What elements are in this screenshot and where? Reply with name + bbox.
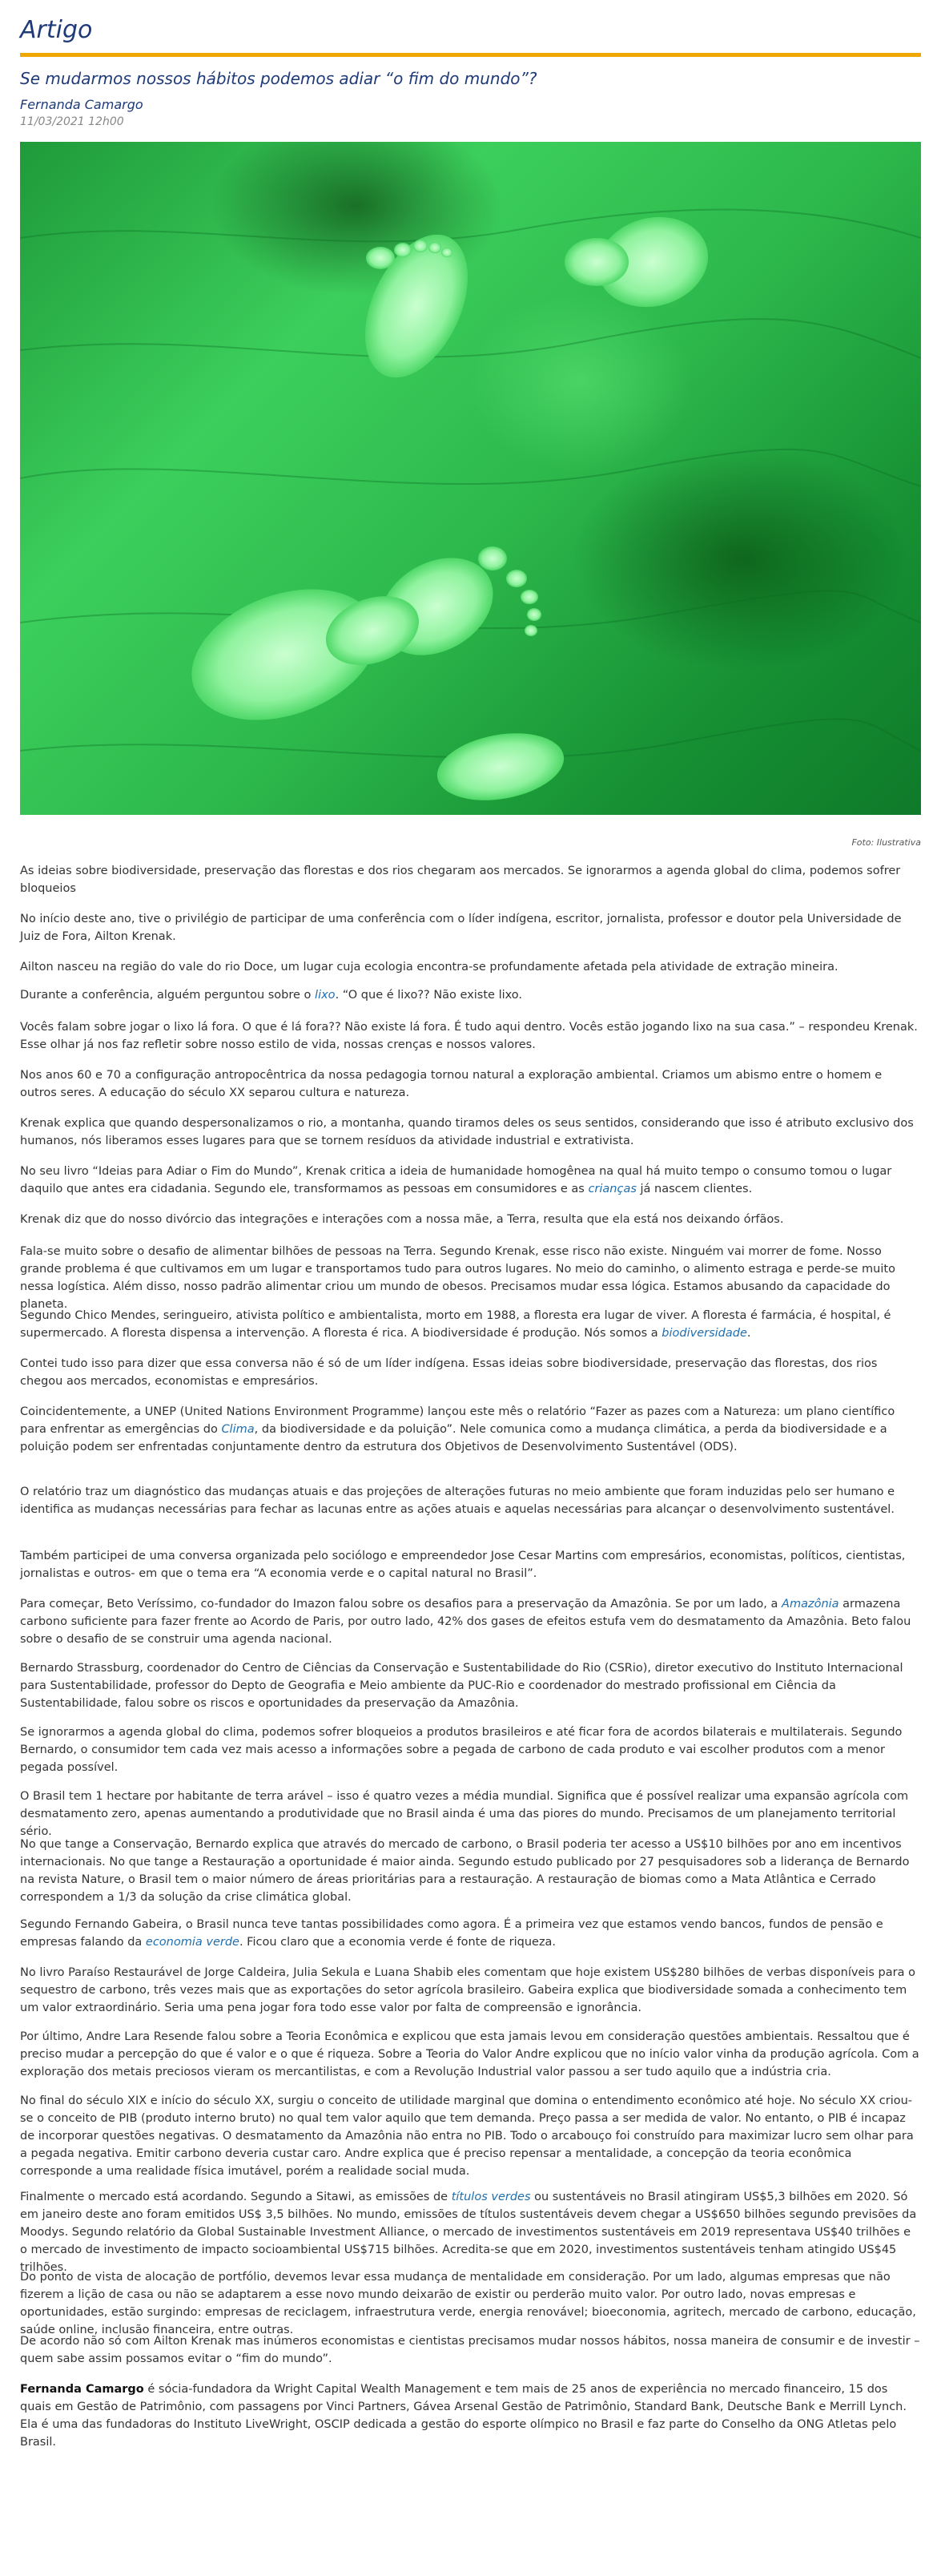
paragraph-text: De acordo não só com Ailton Krenak mas inúmeros economistas e cientistas precisamos mudar nossos hábitos, nossa maneira de consumir e de investir – quem sabe assim possamos evitar o “fim do mundo”. [20, 2335, 920, 2365]
paragraph-text: Nos anos 60 e 70 a configuração antropocêntrica da nossa pedagogia tornou natural a exploração ambiental. Criamos um abismo entre o homem e outros seres. A educação do século XX separou cultura e natureza. [20, 1069, 883, 1099]
paragraph-text: Bernardo Strassburg, coordenador do Centro de Ciências da Conservação e Sustentabilidade do Rio (CSRio), diretor executivo do Instituto Internacional para Sustentabilidade, professor do Depto de Geografia e Meio ambiente da PUC-Rio e coordenador do mestrado profissional em Ciência da Sustentabilidade, falou sobre os riscos e oportunidades da preservação da Amazônia. [20, 1662, 903, 1710]
inline-topic-link[interactable]: lixo [315, 989, 336, 1002]
article [20, 14, 921, 2449]
article-date: 11/03/2021 12h00 [20, 115, 124, 128]
article-paragraph [20, 2332, 921, 2368]
inline-topic-link[interactable]: títulos verdes [451, 2191, 531, 2203]
article-paragraph [20, 1723, 921, 1776]
paragraph-text: . “O que é lixo?? Não existe lixo. [335, 989, 522, 1002]
paragraph-text: Coincidentemente, a UNEP (United Nations Environment Programme) lançou este mês o relatório “Fazer as pazes com a Natureza: um plano científico para enfrentar as emergências do [20, 1405, 895, 1436]
article-paragraph [20, 1018, 921, 1054]
article-paragraph [20, 1788, 921, 1840]
article-paragraph [20, 1595, 921, 1648]
article-paragraph [20, 1163, 921, 1198]
paragraph-text: Vocês falam sobre jogar o lixo lá fora. O que é lá fora?? Não existe lá fora. É tudo aqui dentro. Vocês estão jogando lixo na sua casa.” – respondeu Krenak. Esse olhar já nos faz refletir sobre nosso estilo de vida, nossas crenças e nossos valores. [20, 1021, 918, 1051]
article-paragraph [20, 1916, 921, 1951]
paragraph-text: No final do século XIX e início do século XX, surgiu o conceito de utilidade marginal que domina o entendimento econômico até hoje. No século XX criou-se o conceito de PIB (produto interno bruto) no qual tem valor aquilo que tem demanda. Preço passa a ser medida de valor. No entanto, o PIB é incapaz de incorporar questões negativas. O desmatamento da Amazônia não entra no PIB. Todo o arcabouço foi construído para maximizar lucro sem olhar para a pegada negativa. Emitir carbono deveria custar caro. Andre explica que é preciso repensar a mentalidade, a concepção da teoria econômica corresponde a uma realidade física imutável, porém a realidade social muda. [20, 2094, 914, 2178]
article-paragraph [20, 986, 921, 1004]
article-paragraph [20, 862, 921, 897]
paragraph-text: Por último, Andre Lara Resende falou sobre a Teoria Econômica e explicou que esta jamais levou em consideração questões ambientais. Ressaltou que é preciso mudar a percepção do que é valor e o que é riqueza. Sobre a Teoria do Valor Andre explicou que no início valor vinha da produção agrícola. Com a exploração dos metais preciosos vieram os mercantilistas, e com a Revolução Industrial valor passou a ser tudo aquilo que a indústria cria. [20, 2030, 919, 2078]
article-paragraph [20, 1964, 921, 2017]
paragraph-text: Para começar, Beto Veríssimo, co-fundador do Imazon falou sobre os desafios para a preservação da Amazônia. Se por um lado, a [20, 1598, 782, 1611]
paragraph-text: Também participei de uma conversa organizada pelo sociólogo e empreendedor Jose Cesar Martins com empresários, economistas, políticos, cientistas, jornalistas e outros- em que o tema era “A economia verde e o capital natural no Brasil”. [20, 1550, 906, 1580]
paragraph-text: é sócia-fundadora da Wright Capital Wealth Management e tem mais de 25 anos de experiência no mercado financeiro, 15 dos quais em Gestão de Patrimônio, com passagens por Vinci Partners, Gávea Arsenal Gestão de Patrimônio, Standard Bank, Deutsche Bank e Merrill Lynch. Ela é uma das fundadoras do Instituto LiveWright, OSCIP dedicada a gestão do esporte olímpico no Brasil e faz parte do Conselho da ONG Atletas pelo Brasil. [20, 2383, 907, 2449]
paragraph-text: Segundo Fernando Gabeira, o Brasil nunca teve tantas possibilidades como agora. É a primeira vez que estamos vendo bancos, fundos de pensão e empresas falando da [20, 1918, 883, 1949]
article-paragraph [20, 1483, 921, 1518]
paragraph-text: Finalmente o mercado está acordando. Segundo a Sitawi, as emissões de [20, 2191, 452, 2203]
title-divider [20, 53, 921, 57]
paragraph-text: . Ficou claro que a economia verde é fonte de riqueza. [239, 1936, 557, 1949]
inline-topic-link[interactable]: Amazônia [782, 1598, 839, 1611]
inline-topic-link[interactable]: economia verde [145, 1936, 239, 1949]
paragraph-text: Se ignorarmos a agenda global do clima, podemos sofrer bloqueios a produtos brasileiros e até ficar fora de acordos bilaterais e multilaterais. Segundo Bernardo, o consumidor tem cada vez mais acesso a informações sobre a pegada de carbono de cada produto e vai escolher produtos com a menor pegada possível. [20, 1726, 903, 1774]
paragraph-text: Ailton nasceu na região do vale do rio Doce, um lugar cuja ecologia encontra-se profundamente afetada pela atividade de extração mineira. [20, 961, 838, 974]
footprint-icon [344, 219, 489, 394]
paragraph-text: Durante a conferência, alguém perguntou sobre o [20, 989, 316, 1002]
paragraph-text: Krenak explica que quando despersonalizamos o rio, a montanha, quando tiramos deles os seus sentidos, considerando que isso é atributo exclusivo dos humanos, nós liberamos esses lugares para que se tornem resíduos da atividade industrial e extrativista. [20, 1117, 914, 1147]
paragraph-text: . [746, 1327, 751, 1340]
article-paragraph [20, 1115, 921, 1150]
paragraph-text: Krenak diz que do nosso divórcio das integrações e interações com a nossa mãe, a Terra, resulta que ela está nos deixando órfãos. [20, 1213, 784, 1226]
paragraph-text: armazena carbono suficiente para fazer frente ao Acordo de Paris, por outro lado, 42% dos gases de efeitos estufa vem do desmatamento da Amazônia. Beto falou sobre o desafio de se construir uma agenda nacional. [20, 1598, 911, 1646]
article-paragraph [20, 1659, 921, 1712]
paragraph-text: No que tange a Conservação, Bernardo explica que através do mercado de carbono, o Brasil poderia ter acesso a US$10 bilhões por ano em incentivos internacionais. No que tange a Restauração a oportunidade é maior ainda. Segundo estudo publicado por 27 pesquisadores sob a liderança de Bernardo na revista Nature, o Brasil tem o maior número de áreas prioritárias para a restauração. A restauração de biomas como a Mata Atlântica e Cerrado correspondem a 1/3 da solução da crise climática global. [20, 1838, 910, 1904]
paragraph-text: , da biodiversidade e da poluição”. Nele comunica como a mudança climática, a perda da biodiversidade e a poluição podem ser enfrentadas conjuntamente dentro da estrutura dos Objetivos de Desenvolvimento Sustentável (ODS). [20, 1423, 887, 1453]
footprint-icon [174, 538, 541, 744]
paragraph-text: O Brasil tem 1 hectare por habitante de terra arável – isso é quatro vezes a média mundial. Significa que é possível realizar uma expansão agrícola com desmatamento zero, apenas aumentando a produtividade que no Brasil ainda é uma das piores do mundo. Precisamos de um planejamento territorial sério. [20, 1790, 909, 1838]
article-paragraph [20, 1211, 921, 1228]
article-paragraph [20, 1403, 921, 1456]
footprint-icon [565, 205, 718, 319]
article-paragraph [20, 1243, 921, 1313]
article-paragraph [20, 2188, 921, 2276]
footprint-icon [432, 724, 569, 810]
article-headline: Se mudarmos nossos hábitos podemos adiar “o fim do mundo”? [20, 69, 537, 88]
inline-topic-link[interactable]: biodiversidade [662, 1327, 747, 1340]
article-paragraph [20, 1066, 921, 1102]
article-paragraph [20, 2092, 921, 2180]
article-paragraph [20, 2028, 921, 2081]
inline-topic-link[interactable]: Clima [221, 1423, 255, 1436]
article-paragraph [20, 1307, 921, 1342]
paragraph-text: Fala-se muito sobre o desafio de alimentar bilhões de pessoas na Terra. Segundo Krenak, esse risco não existe. Ninguém vai morrer de fome. Nosso grande problema é que cultivamos em um lugar e transportamos tudo para outros lugares. No meio do caminho, o alimento estraga e perde-se muito nessa logística. Além disso, nosso padrão alimentar criou um mundo de obesos. Precisamos mudar essa lógica. Estamos abusando da capacidade do planeta. [20, 1245, 895, 1311]
article-author[interactable]: Fernanda Camargo [20, 97, 143, 112]
section-title: Artigo [20, 16, 93, 44]
article-paragraph [20, 2268, 921, 2339]
paragraph-text: já nascem clientes. [636, 1183, 753, 1195]
inline-topic-link[interactable]: crianças [588, 1183, 637, 1195]
paragraph-text: No seu livro “Ideias para Adiar o Fim do Mundo”, Krenak critica a ideia de humanidade homogênea na qual há muito tempo o consumo tomou o lugar daquilo que antes era cidadania. Segundo ele, transformamos as pessoas em consumidores e as [20, 1165, 892, 1195]
article-paragraph [20, 2380, 921, 2451]
paragraph-text: Segundo Chico Mendes, seringueiro, ativista político e ambientalista, morto em 1988, a floresta era lugar de viver. A floresta é farmácia, é hospital, é supermercado. A floresta dispensa a intervenção. A floresta é rica. A biodiversidade é produção. Nós somos a [20, 1309, 891, 1340]
author-bio-name: Fernanda Camargo [20, 2383, 144, 2396]
paragraph-text: ou sustentáveis no Brasil atingiram US$5,3 bilhões em 2020. Só em janeiro deste ano foram emitidos US$ 3,5 bilhões. No mundo, emissões de títulos sustentáveis devem chegar a US$650 bilhões segundo previsões da Moodys. Segundo relatório da Global Sustainable Investment Alliance, o mercado de investimentos sustentáveis em 2019 representava US$40 trilhões e o mercado de investimento de impacto socioambiental US$715 bilhões. Acredita-se que em 2020, investimentos sustentáveis tenham atingido US$45 trilhões. [20, 2191, 917, 2274]
article-paragraph [20, 1836, 921, 1906]
paragraph-text: No livro Paraíso Restaurável de Jorge Caldeira, Julia Sekula e Luana Shabib eles comentam que hoje existem US$280 bilhões de verbas disponíveis para o sequestro de carbono, três vezes mais que as exportações do setor agrícola brasileiro. Gabeira explica que biodiversidade somada a conhecimento tem um valor extraordinário. Seria uma pena jogar fora todo esse valor por falta de compreensão e ignorância. [20, 1966, 915, 2014]
article-paragraph [20, 910, 921, 945]
paragraph-text: Contei tudo isso para dizer que essa conversa não é só de um líder indígena. Essas ideias sobre biodiversidade, preservação das florestas, dos rios chegou aos mercados, economistas e empresários. [20, 1357, 878, 1388]
article-paragraph [20, 1547, 921, 1582]
article-paragraph [20, 958, 921, 976]
paragraph-text: O relatório traz um diagnóstico das mudanças atuais e das projeções de alterações futuras no meio ambiente que foram induzidas pelo ser humano e identifica as mudanças necessárias para fechar as lacunas entre as ações atuais e aquelas necessárias para alcançar o desenvolvimento sustentável. [20, 1486, 895, 1516]
photo-caption: Foto: Ilustrativa [851, 837, 921, 848]
paragraph-text: Do ponto de vista de alocação de portfólio, devemos levar essa mudança de mentalidade em consideração. Por um lado, algumas empresas que não fizerem a lição de casa ou não se adaptarem a esse novo mundo deixarão de existir ou perderão muito valor. Por outro lado, novas empresas e oportunidades, estão surgindo: empresas de reciclagem, infraestrutura verde, energia renovável; bioeconomia, agritech, mercado de carbono, educação, saúde online, inclusão financeira, entre outras. [20, 2271, 916, 2336]
paragraph-text: No início deste ano, tive o privilégio de participar de uma conferência com o líder indígena, escritor, jornalista, professor e doutor pela Universidade de Juiz de Fora, Ailton Krenak. [20, 913, 902, 943]
article-photo [20, 142, 921, 815]
paragraph-text: As ideias sobre biodiversidade, preservação das florestas e dos rios chegaram aos mercados. Se ignorarmos a agenda global do clima, podemos sofrer bloqueios [20, 865, 901, 895]
footprints-image [20, 142, 921, 815]
article-paragraph [20, 1355, 921, 1390]
